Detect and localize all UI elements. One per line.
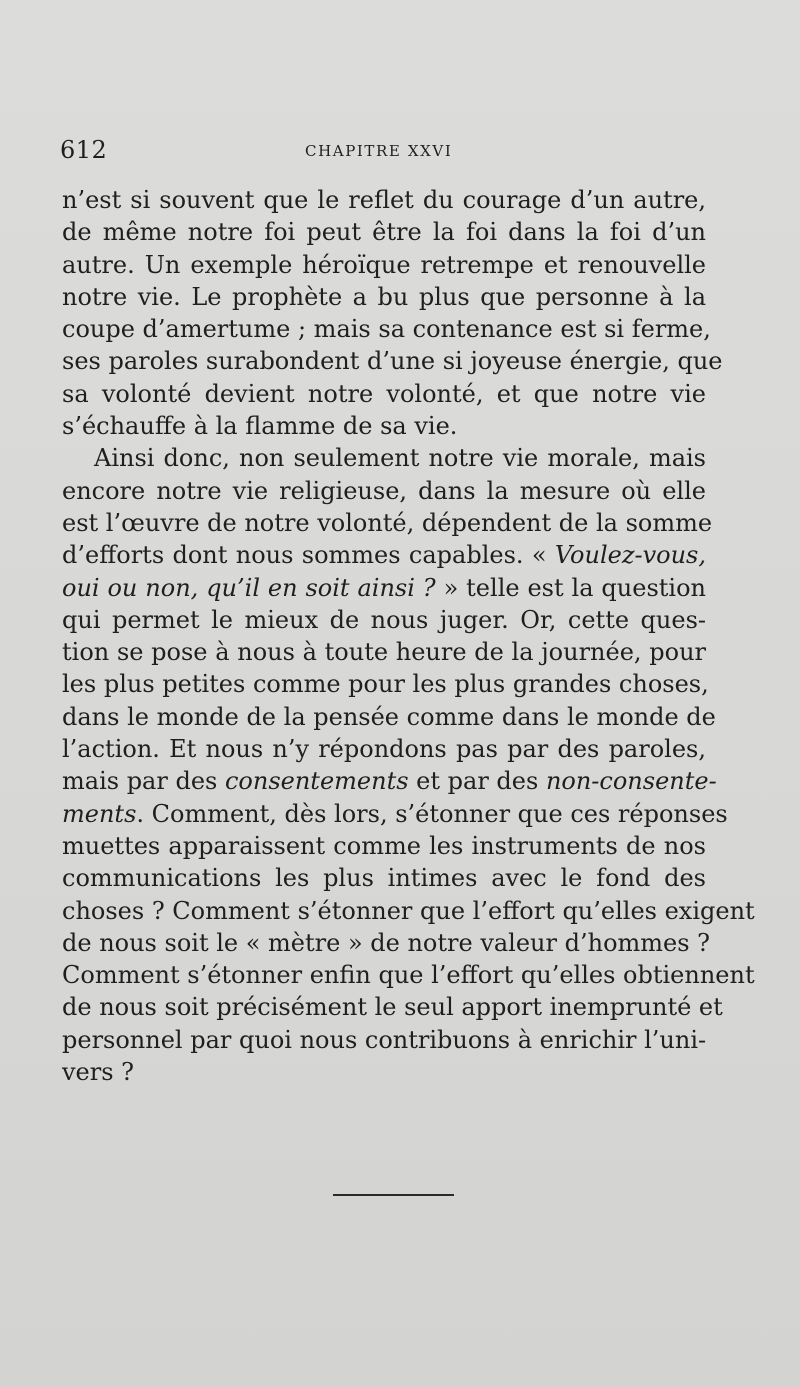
text-line: de même notre foi peut être la foi dans la foi d’un [62,218,706,247]
italic-run: consentements [224,767,409,796]
text-run: mais par des [62,767,225,796]
text-line: l’action. Et nous n’y répondons pas par des paroles, [62,735,706,764]
text-line: autre. Un exemple héroïque retrempe et renouvelle [62,250,706,279]
text-line: les plus petites comme pour les plus grandes choses, [62,670,709,699]
body-text [62,184,755,1088]
text-line: coupe d’amertume ; mais sa contenance est si ferme, [62,315,711,344]
page-number: 612 [60,136,108,164]
end-rule [333,1194,454,1196]
italic-run: oui ou non, qu’il en soit ainsi ? [62,573,436,602]
text-line [62,765,717,797]
text-run: . Comment, dès lors, s’étonner que ces réponses [136,799,728,828]
text-line: vers ? [62,1058,135,1087]
text-line: sa volonté devient notre volonté, et que notre vie [62,379,706,408]
text-line [62,798,728,830]
text-line: Comment s’étonner enfin que l’effort qu’elles obtiennent [62,961,755,990]
italic-run: non-consente- [545,767,717,796]
text-line: qui permet le mieux de nous juger. Or, cette ques- [62,605,706,634]
text-line: notre vie. Le prophète a bu plus que personne à la [62,282,706,311]
italic-run: Voulez-vous, [554,541,706,570]
text-line: n’est si souvent que le reflet du courage d’un autre, [62,186,706,214]
text-line: communications les plus intimes avec le fond des [62,864,706,893]
text-line: Ainsi donc, non seulement notre vie morale, mais [94,444,706,473]
text-line: de nous soit précisément le seul apport inemprunté et [62,993,723,1022]
text-line: personnel par quoi nous contribuons à enrichir l’uni- [62,1025,707,1054]
text-run: d’efforts dont nous sommes capables. « [62,541,555,570]
text-line [62,572,706,604]
text-line: de nous soit le « mètre » de notre valeur d’hommes ? [62,928,711,957]
text-line: tion se pose à nous à toute heure de la journée, pour [62,638,706,667]
text-line: muettes apparaissent comme les instruments de nos [62,831,706,860]
text-run: et par des [408,767,546,796]
text-line: encore notre vie religieuse, dans la mesure où elle [62,476,706,505]
text-line [62,539,706,571]
text-line: choses ? Comment s’étonner que l’effort qu’elles exigent [62,896,755,925]
text-line: s’échauffe à la flamme de sa vie. [62,412,458,441]
text-run: » telle est la question [435,573,706,602]
text-line: dans le monde de la pensée comme dans le monde de [62,702,716,731]
running-head: CHAPITRE XXVI [305,142,453,160]
italic-run: ments [62,799,137,828]
text-line: est l’œuvre de notre volonté, dépendent de la somme [62,508,713,537]
text-line: ses paroles surabondent d’une si joyeuse énergie, que [62,347,723,376]
